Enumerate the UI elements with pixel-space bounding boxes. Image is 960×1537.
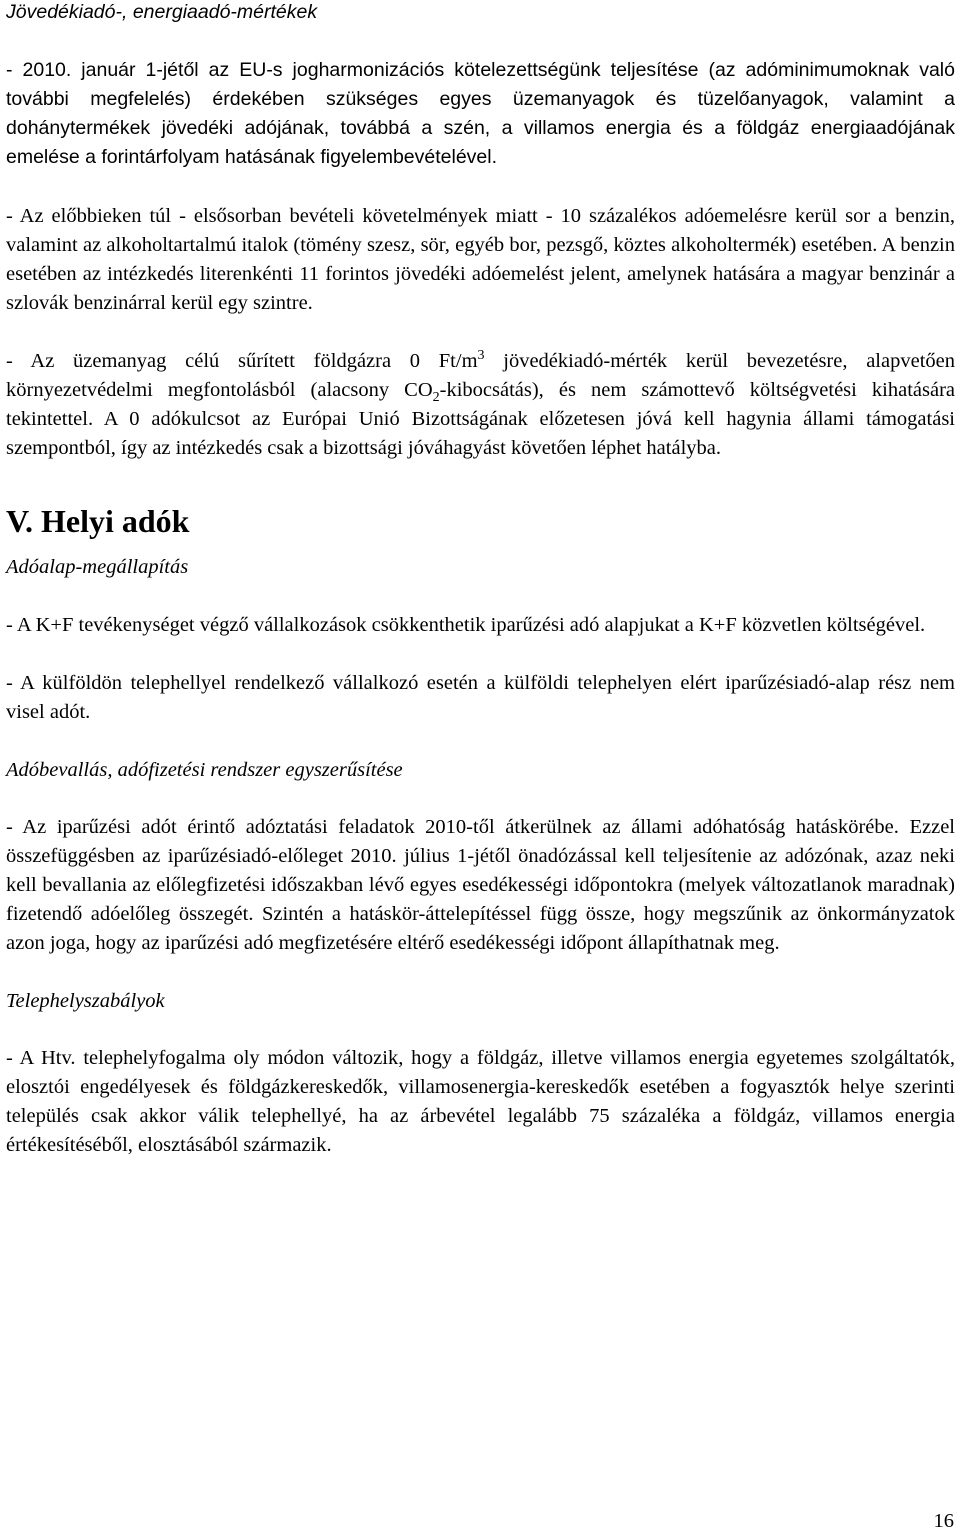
superscript-cubic: 3: [477, 348, 485, 364]
paragraph-business-tax-admin: - Az iparűzési adót érintő adóztatási feladatok 2010-től átkerülnek az állami adóhatóság hatáskörébe. Ezzel összefüggésben az iparűzésiadó-előleget 2010. július 1-jétől önadózással kell teljesítenie az adózónak, azaz neki kell bevallania az előlegfizetési időszakban lévő egyes esedékességi időpontokra (melyek változatlanok maradnak) fizetendő adóelőleg összegét. Szintén a hatáskör-áttelepítéssel függ össze, hogy megszűnik az önkormányzatok azon joga, hogy az iparűzési adó megfizetésére eltérő esedékességi időpont állapíthatnak meg.: [6, 816, 955, 954]
paragraph-cng-rate-part1: - Az üzemanyag célú sűrített földgázra 0 Ft/m: [6, 350, 478, 372]
subheading-tax-return: Adóbevallás, adófizetési rendszer egyszerűsítése: [6, 759, 403, 781]
subsection-heading-excise-rates: Jövedékiadó-, energiaadó-mértékek: [6, 1, 318, 23]
paragraph-site-definition: - A Htv. telephelyfogalma oly módon változik, hogy a földgáz, illetve villamos energia egyetemes szolgáltatók, elosztói engedélyesek és földgázkereskedők, villamosenergia-kereskedők esetében a fogyasztók helye szerinti település csak akkor válik telephellyé, ha az árbevétel legalább 75 százaléka a földgáz, villamos energia értékesítéséből, elosztásából származik.: [6, 1047, 955, 1156]
document-page: [6, 0, 955, 1160]
paragraph-cng-rate: [6, 347, 955, 463]
section-title-local-taxes: V. Helyi adók: [6, 503, 190, 539]
subheading-tax-base: Adóalap-megállapítás: [6, 556, 189, 578]
paragraph-cng-rate-part3: -kibocsátás), és nem számottevő költségvetési kihatására tekintettel. A 0 adókulcsot az Európai Unió Bizottságának előzetesen jóvá kell hagynia állami támogatási szempontból, így az intézkedés csak a bizottsági jóváhagyást követően léphet hatályba.: [6, 379, 955, 459]
paragraph-cng-rate-part2: jövedékiadó-mérték kerül bevezetésre, alapvetően környezetvédelmi megfontolásból (alacsony CO: [6, 350, 955, 401]
paragraph-tax-increase: - Az előbbieken túl - elsősorban bevételi követelmények miatt - 10 százalékos adóemelésre kerül sor a benzin, valamint az alkoholtartalmú italok (tömény szesz, sör, egyéb bor, pezsgő, köztes alkoholtermék) esetében. A benzin esetében az intézkedés literenkénti 11 forintos jövedéki adóemelést jelent, amelynek hatására a magyar benzinár a szlovák benzinárral kerül egy szintre.: [6, 205, 955, 314]
page-number: 16: [933, 1510, 954, 1532]
subheading-site-rules: Telephelyszabályok: [6, 990, 165, 1012]
paragraph-foreign-site: - A külföldön telephellyel rendelkező vállalkozó esetén a külföldi telephelyen elért iparűzésiadó-alap rész nem visel adót.: [6, 672, 955, 723]
paragraph-rnd: - A K+F tevékenységet végző vállalkozások csökkenthetik iparűzési adó alapjukat a K+F közvetlen költségével.: [6, 614, 926, 636]
paragraph-eu-harmonization: - 2010. január 1-jétől az EU-s jogharmonizációs kötelezettségünk teljesítése (az adóminimumoknak való további megfelelés) érdekében szükséges egyes üzemanyagok és tüzelőanyagok, valamint a dohánytermékek jövedéki adójának, továbbá a szén, a villamos energia és a földgáz energiaadójának emelése a forintárfolyam hatásának figyelembevételével.: [6, 59, 955, 168]
subscript-co2: 2: [432, 390, 440, 406]
